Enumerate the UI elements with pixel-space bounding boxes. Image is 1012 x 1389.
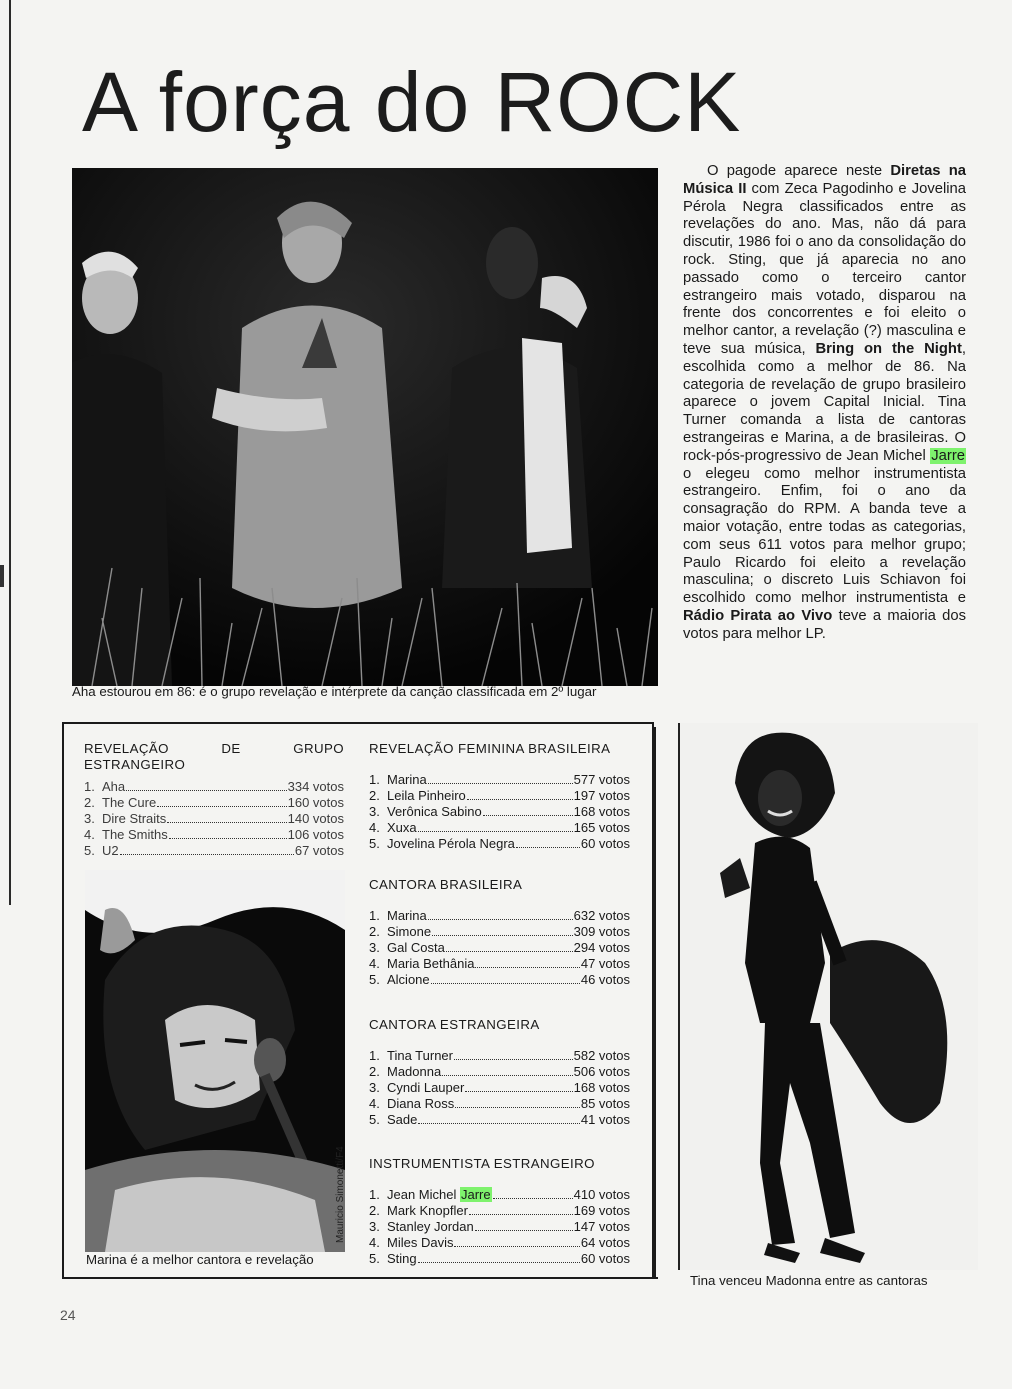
list-item: 4. Xuxa 165 votos [369, 820, 630, 835]
page-number: 24 [60, 1307, 76, 1323]
category-instrumentista-estrangeiro [369, 1156, 630, 1267]
tina-turner-photo [678, 723, 978, 1270]
aha-band-photo [72, 168, 658, 686]
marina-photo-caption: Marina é a melhor cantora e revelação [86, 1252, 314, 1267]
tina-photo-caption: Tina venceu Madonna entre as cantoras [690, 1273, 928, 1288]
category-title: REVELAÇÃO DE GRUPO ESTRANGEIRO [84, 741, 344, 772]
list-item: 4. The Smiths 106 votos [84, 827, 344, 842]
category-title: CANTORA BRASILEIRA [369, 877, 523, 892]
list-item: 1. Jean Michel Jarre 410 votos [369, 1187, 630, 1202]
category-cantora-brasileira [369, 877, 630, 988]
list-item: 4. Diana Ross 85 votos [369, 1096, 630, 1111]
list-item: 5. Alcione 46 votos [369, 972, 630, 987]
list-item: 3. Cyndi Lauper 168 votos [369, 1080, 630, 1095]
list-item: 2. Mark Knopfler 169 votos [369, 1203, 630, 1218]
list-item: 2. Leila Pinheiro 197 votos [369, 788, 630, 803]
category-title: INSTRUMENTISTA ESTRANGEIRO [369, 1156, 595, 1171]
highlight-jarre: Jarre [931, 447, 965, 464]
list-item: 1. Marina 577 votos [369, 772, 630, 787]
list-item: 3. Verônica Sabino 168 votos [369, 804, 630, 819]
list-item: 5. Sade 41 votos [369, 1112, 630, 1127]
category-title: CANTORA ESTRANGEIRA [369, 1017, 540, 1032]
list-item: 3. Dire Straits 140 votos [84, 811, 344, 826]
page-title: A força do ROCK [82, 55, 742, 149]
category-title: REVELAÇÃO FEMININA BRASILEIRA [369, 741, 611, 756]
list-item: 4. Maria Bethânia 47 votos [369, 956, 630, 971]
list-item: 2. The Cure 160 votos [84, 795, 344, 810]
box-shadow-right [654, 727, 656, 1279]
list-item: 2. Simone 309 votos [369, 924, 630, 939]
category-revelacao-feminina-brasileira [369, 741, 630, 852]
list-item: 3. Gal Costa 294 votos [369, 940, 630, 955]
photo-credit: Mauricio Simonetti/F4 [335, 1146, 346, 1243]
list-item: 5. Jovelina Pérola Negra 60 votos [369, 836, 630, 851]
list-item: 5. Sting 60 votos [369, 1251, 630, 1266]
list-item: 5. U2 67 votos [84, 843, 344, 858]
article-text: O pagode aparece neste Diretas na Música II com Zeca Pagodinho e Jovelina Pérola Negra classificados entre as revelações do ano. Mas, não dá para discutir, 1986 foi o ano da consolidação do rock. Sting, que já aparecia no ano passado como o terceiro cantor estrangeiro mais votado, disparou na frente dos concorrentes e foi eleito o melhor cantor, a revelação (?) masculina e teve sua música, Bring on the Night, escolhida como a melhor de 86. Na categoria de revelação de grupo brasileiro aparece o jovem Capital Inicial. Tina Turner comanda a lista de cantoras estrangeiras e Marina, a de brasileiras. O rock-pós-progressivo de Jean Michel Jarre o elegeu como melhor instrumentista estrangeiro. Enfim, foi o ano da consagração do RPM. A banda teve a maior votação, entre todas as categorias, com seus 611 votos para melhor grupo; Paulo Ricardo foi eleito a revelação masculina; o discreto Luis Schiavon foi escolhido como melhor instrumentista e Rádio Pirata ao Vivo teve a maioria dos votos para melhor LP. [683, 163, 966, 642]
marina-photo [85, 870, 345, 1252]
list-item: 4. Miles Davis 64 votos [369, 1235, 630, 1250]
category-revelacao-grupo-estrangeiro [84, 741, 344, 859]
aha-photo-caption: Aha estourou em 86: é o grupo revelação e intérprete da canção classificada em 2º lugar [72, 684, 597, 699]
list-item: 2. Madonna 506 votos [369, 1064, 630, 1079]
page-edge-mark [0, 565, 4, 587]
highlight-jarre: Jarre [460, 1187, 491, 1202]
list-item: 3. Stanley Jordan 147 votos [369, 1219, 630, 1234]
category-cantora-estrangeira [369, 1017, 630, 1128]
list-item: 1. Tina Turner 582 votos [369, 1048, 630, 1063]
list-item: 1. Aha 334 votos [84, 779, 344, 794]
box-shadow-bottom [68, 1277, 658, 1279]
page-edge-line [9, 0, 11, 905]
list-item: 1. Marina 632 votos [369, 908, 630, 923]
